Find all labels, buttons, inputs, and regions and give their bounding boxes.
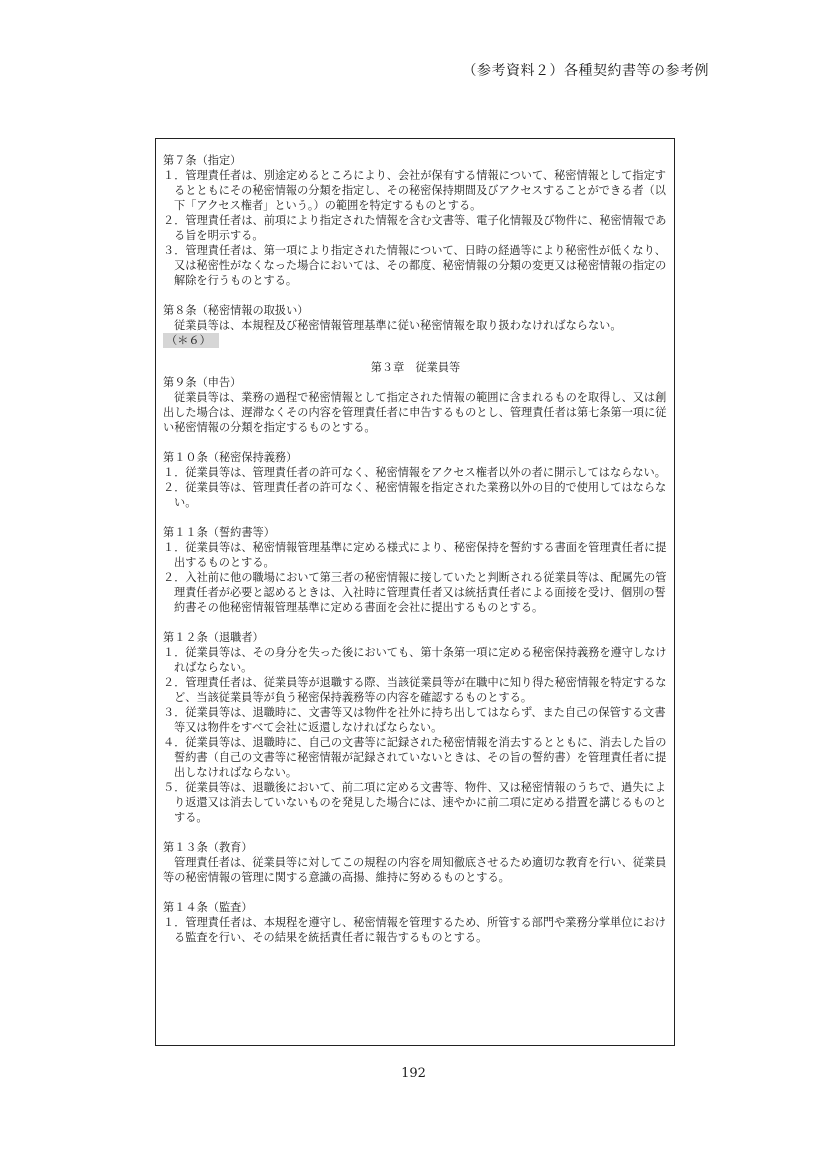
article-13 [163, 840, 668, 885]
article-7-title: 第７条（指定） [163, 154, 242, 167]
article-14-item-1: １．管理責任者は、本規程を遵守し、秘密情報を管理するため、所管する部門や業務分掌単位における監査を行い、その結果を統括責任者に報告するものとする。 [163, 916, 666, 944]
article-13-title: 第１３条（教育） [163, 841, 253, 854]
article-8-text: 従業員等は、本規程及び秘密情報管理基準に従い秘密情報を取り扱わなければならない。 [174, 319, 622, 332]
article-12-item-5: ５．従業員等は、退職後において、前二項に定める文書等、物件、又は秘密情報のうちで、過失により返還又は消去していないものを発見した場合には、速やかに前二項に定める措置を講じるものとする。 [163, 781, 667, 824]
article-8 [163, 303, 668, 354]
article-12-item-2: ２．管理責任者は、従業員等が退職する際、当該従業員等が在職中に知り得た秘密情報を特定するなど、当該従業員等が負う秘密保持義務等の内容を確認するものとする。 [163, 676, 667, 704]
article-10 [163, 450, 668, 510]
article-10-item-1: １．従業員等は、管理責任者の許可なく、秘密情報をアクセス権者以外の者に開示してはならない。 [163, 466, 666, 479]
article-8-title: 第８条（秘密情報の取扱い） [163, 304, 309, 317]
page-number: 192 [401, 1066, 426, 1081]
article-14 [163, 900, 668, 945]
article-7-item-2: ２．管理責任者は、前項により指定された情報を含む文書等、電子化情報及び物件に、秘密情報である旨を明示する。 [163, 214, 667, 242]
note-marker: （＊６） [163, 333, 219, 348]
article-9-title: 第９条（申告） [163, 376, 242, 389]
article-11-title: 第１１条（誓約書等） [163, 526, 275, 539]
article-10-title: 第１０条（秘密保持義務） [163, 451, 298, 464]
article-11-item-1: １．従業員等は、秘密情報管理基準に定める様式により、秘密保持を誓約する書面を管理責任者に提出するものとする。 [163, 541, 667, 569]
reference-header: （参考資料２）各種契約書等の参考例 [462, 63, 709, 79]
article-9 [163, 375, 668, 435]
article-10-item-2: ２．従業員等は、管理責任者の許可なく、秘密情報を指定された業務以外の目的で使用してはならない。 [163, 481, 667, 509]
regulation-text-box [155, 138, 675, 1046]
article-12-item-4: ４．従業員等は、退職時に、自己の文書等に記録された秘密情報を消去するとともに、消去した旨の誓約書（自己の文書等に秘密情報が記録されていないときは、その旨の誓約書）を管理責任者に提出しなければならない。 [163, 736, 667, 779]
article-7-item-1: １．管理責任者は、別途定めるところにより、会社が保有する情報について、秘密情報として指定するとともにその秘密情報の分類を指定し、その秘密保持期間及びアクセスすることができる者（以下「アクセス権者」という。）の範囲を特定するものとする。 [163, 169, 666, 212]
article-14-title: 第１４条（監査） [163, 901, 253, 914]
article-12 [163, 630, 668, 825]
article-11-item-2: ２．入社前に他の職場において第三者の秘密情報に接していたと判断される従業員等は、配属先の管理責任者が必要と認めるときは、入社時に管理責任者又は統括責任者による面接を受け、個別の誓約書その他秘密情報管理基準に定める書面を会社に提出するものとする。 [163, 571, 667, 614]
article-9-text: 従業員等は、業務の過程で秘密情報として指定された情報の範囲に含まれるものを取得し、又は創出した場合は、遅滞なくその内容を管理責任者に申告するものとし、管理責任者は第七条第一項に従い秘密情報の分類を指定するものとする。 [163, 391, 667, 434]
article-12-title: 第１２条（退職者） [163, 631, 264, 644]
article-12-item-3: ３．従業員等は、退職時に、文書等又は物件を社外に持ち出してはならず、また自己の保管する文書等又は物件をすべて会社に返還しなければならない。 [163, 706, 666, 734]
article-12-item-1: １．従業員等は、その身分を失った後においても、第十条第一項に定める秘密保持義務を遵守しなければならない。 [163, 646, 667, 674]
article-13-text: 管理責任者は、従業員等に対してこの規程の内容を周知徹底させるため適切な教育を行い、従業員等の秘密情報の管理に関する意識の高揚、維持に努めるものとする。 [163, 856, 667, 884]
article-7-item-3: ３．管理責任者は、第一項により指定された情報について、日時の経過等により秘密性が低くなり、又は秘密性がなくなった場合においては、その都度、秘密情報の分類の変更又は秘密情報の指定の解除を行うものとする。 [163, 244, 667, 287]
article-7 [163, 153, 668, 288]
article-11 [163, 525, 668, 615]
chapter-3-heading: 第３章 従業員等 [370, 361, 461, 374]
